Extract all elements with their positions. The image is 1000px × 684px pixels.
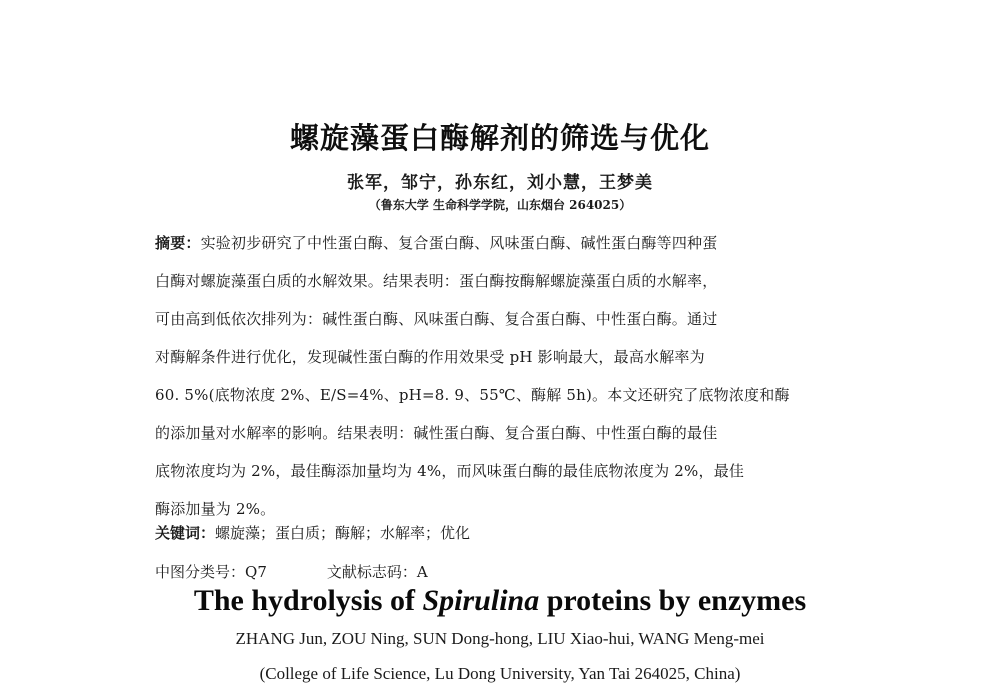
abstract-line: 60. 5%(底物浓度 2%、E/S=4%、pH=8. 9、55℃、酶解 5h)。本文还研究了底物浓度和酶: [155, 386, 790, 404]
abstract-line: 可由高到低依次排列为：碱性蛋白酶、风味蛋白酶、复合蛋白酶、中性蛋白酶。通过: [155, 310, 718, 328]
abstract-text: 实验初步研究了中性蛋白酶、复合蛋白酶、风味蛋白酶、碱性蛋白酶等四种蛋: [200, 234, 718, 252]
abstract-line: 的添加量对水解率的影响。结果表明：碱性蛋白酶、复合蛋白酶、中性蛋白酶的最佳: [155, 424, 718, 442]
keywords-text: 螺旋藻；蛋白质；酶解；水解率；优化: [215, 524, 471, 542]
english-affiliation: (College of Life Science, Lu Dong University, Yan Tai 264025, China): [259, 664, 741, 683]
chinese-authors: 张军，邹宁，孙东红，刘小慧，王梦美: [347, 173, 653, 193]
classification-line: [155, 561, 428, 582]
keywords-label: 关键词：: [155, 524, 216, 542]
chinese-abstract: [155, 230, 805, 534]
abstract-line: 白酶对螺旋藻蛋白质的水解效果。结果表明：蛋白酶按酶解螺旋藻蛋白质的水解率，: [155, 272, 718, 290]
clc-value: Q7: [245, 563, 267, 581]
english-title-part: proteins by enzymes: [539, 584, 807, 617]
abstract-line: [155, 230, 805, 268]
chinese-title: 螺旋藻蛋白酶解剂的筛选与优化: [289, 121, 710, 155]
abstract-line: 底物浓度均为 2%，最佳酶添加量均为 4%，而风味蛋白酶的最佳底物浓度为 2%，最佳: [155, 462, 745, 480]
clc-label: 中图分类号：: [155, 563, 246, 581]
doc-code-label: 文献标志码：: [326, 563, 417, 581]
english-title-species: Spirulina: [422, 584, 540, 617]
english-authors: ZHANG Jun, ZOU Ning, SUN Dong-hong, LIU Xiao-hui, WANG Meng-mei: [235, 629, 765, 648]
doc-code-value: A: [416, 563, 428, 581]
abstract-label: 摘要：: [155, 234, 201, 252]
english-title: [0, 584, 1000, 618]
keywords: [155, 522, 470, 543]
chinese-affiliation: （鲁东大学 生命科学学院，山东烟台 264025）: [368, 198, 632, 212]
abstract-line: 对酶解条件进行优化，发现碱性蛋白酶的作用效果受 pH 影响最大，最高水解率为: [155, 348, 705, 366]
abstract-line: 酶添加量为 2%。: [155, 500, 276, 518]
english-title-part: The hydrolysis of: [193, 584, 423, 617]
